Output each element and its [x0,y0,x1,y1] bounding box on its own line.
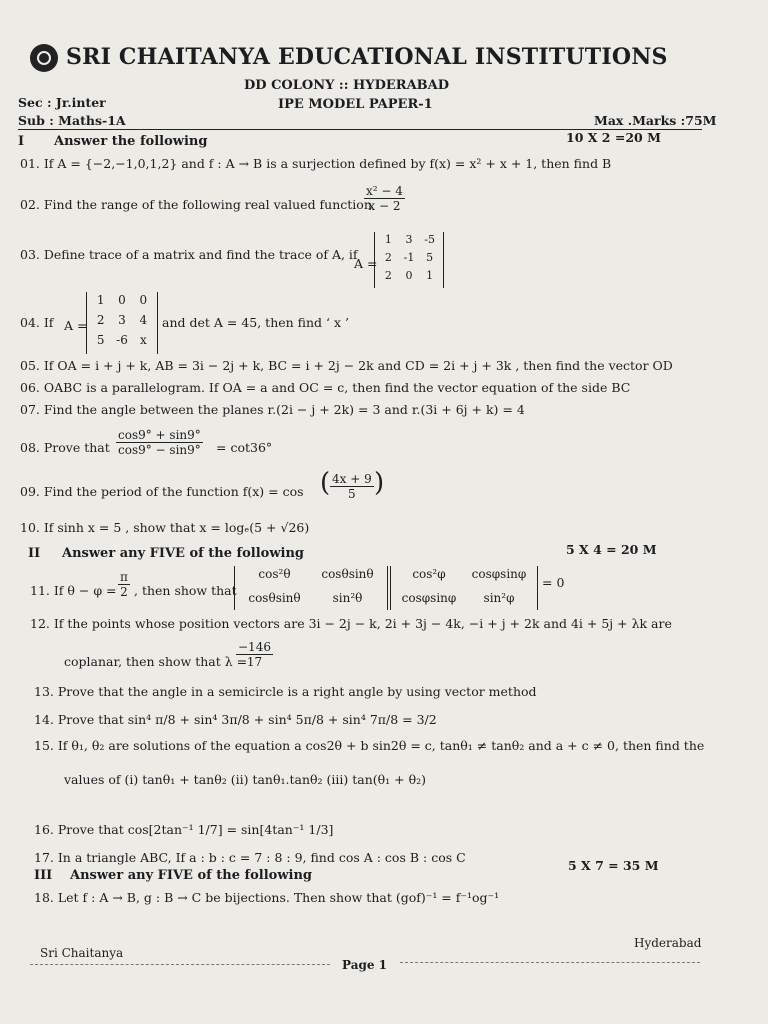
q03-matrix-label: A = [354,256,378,271]
question-10: 10. If sinh x = 5 , show that x = logₑ(5 + √26) [20,520,310,535]
question-18: 18. Let f : A → B, g : B → C be bijections. Then show that (gof)⁻¹ = f⁻¹og⁻¹ [34,890,500,905]
q09-denominator: 5 [348,487,356,502]
q03-matrix-cell: 1 [384,233,392,246]
q09-fraction [330,472,374,502]
q11-denominator: 2 [120,585,128,600]
q12-numerator: −146 [238,640,271,654]
institution-logo-icon [30,44,58,72]
section-label: Sec : Jr.inter [18,95,106,110]
question-17: 17. In a triangle ABC, If a : b : c = 7 : 8 : 9, find cos A : cos B : cos C [34,850,466,865]
question-08-tail: = cot36° [216,440,273,455]
q04-matrix-cell: 4 [139,313,148,327]
section-3-title: Answer any FIVE of the following [70,868,313,883]
q12-denominator: 17 [246,655,263,670]
section-2-marks: 5 X 4 = 20 M [566,542,657,557]
q11-matrix-2-cell: cos²φ [412,567,446,581]
paper-title: IPE MODEL PAPER-1 [278,97,433,112]
q04-matrix-cell: 0 [118,293,126,307]
question-02: 02. Find the range of the following real valued function [20,197,372,212]
footer-divider-left [30,964,330,965]
question-11-tail: , then show that [134,583,237,598]
q03-matrix [374,232,444,288]
q04-matrix-cell: 2 [96,313,105,327]
question-04: 04. If [20,315,54,330]
question-15-b: values of (i) tanθ₁ + tanθ₂ (ii) tanθ₁.tanθ₂ (iii) tan(θ₁ + θ₂) [64,772,427,787]
q08-denominator: cos9° − sin9° [118,443,201,458]
q12-fraction [236,640,273,670]
q11-matrix-1-cell: sin²θ [332,591,363,605]
question-13: 13. Prove that the angle in a semicircle is a right angle by using vector method [34,684,537,699]
q02-denominator: x − 2 [368,199,401,214]
section-2-title: Answer any FIVE of the following [62,546,305,561]
q11-matrix-1-cell: cos²θ [258,567,291,581]
q03-matrix-cell: 1 [426,269,434,282]
q03-matrix-cell: 2 [384,269,392,282]
q03-matrix-cell: -1 [403,251,415,264]
question-16: 16. Prove that cos[2tan⁻¹ 1/7] = sin[4tan⁻¹ 1/3] [34,822,334,837]
section-3-marks: 5 X 7 = 35 M [568,858,659,873]
question-12-b: coplanar, then show that λ = [64,654,248,669]
question-06: 06. OABC is a parallelogram. If OA = a and OC = c, then find the vector equation of the side BC [20,380,631,395]
footer-divider-right [400,962,700,963]
question-01: 01. If A = {−2,−1,0,1,2} and f : A → B is a surjection defined by f(x) = x² + x + 1, then find B [20,156,612,171]
q02-numerator: x² − 4 [366,184,403,198]
question-11: 11. If θ − φ = [30,583,117,598]
q11-matrix-2-cell: sin²φ [483,591,515,605]
q11-matrix-2-cell: cosφsinφ [471,567,527,581]
q11-fraction [118,570,130,600]
footer-right: Hyderabad [634,936,702,950]
institution-name: SRI CHAITANYA EDUCATIONAL INSTITUTIONS [66,44,668,70]
footer-left: Sri Chaitanya [40,946,124,960]
q04-matrix [86,292,158,354]
section-1-title: Answer the following [54,134,208,149]
q03-matrix-cell: 0 [405,269,413,282]
question-09: 09. Find the period of the function f(x) = cos [20,484,304,499]
q03-matrix-cell: 5 [426,251,434,264]
q04-matrix-cell: 5 [96,333,105,347]
q11-matrix-1-cell: cosθsinθ [321,567,374,581]
q04-matrix-cell: -6 [116,333,128,347]
q09-close-paren: ) [374,468,385,498]
q11-matrix-2-cell: cosφsinφ [401,591,457,605]
q11-matrix-2 [390,566,538,610]
section-1-number: I [18,134,25,149]
question-07: 07. Find the angle between the planes r.(2i − j + 2k) = 3 and r.(3i + 6j + k) = 4 [20,402,525,417]
q03-matrix-cell: 3 [405,233,413,246]
question-15: 15. If θ₁, θ₂ are solutions of the equation a cos2θ + b sin2θ = c, tanθ₁ ≠ tanθ₂ and a + c ≠ 0, then find the [34,738,705,753]
section-1-marks: 10 X 2 =20 M [566,130,661,145]
q04-matrix-cell: 1 [96,293,105,307]
question-04-tail: and det A = 45, then find ‘ x ’ [162,315,349,330]
section-3-number: III [34,868,53,883]
q04-matrix-cell: 0 [139,293,148,307]
q11-numerator: π [120,570,128,584]
q09-numerator: 4x + 9 [332,472,372,486]
q11-matrix-1 [234,566,388,610]
question-12: 12. If the points whose position vectors are 3i − 2j − k, 2i + 3j − 4k, −i + j + 2k and 4i + 5j + λk are [30,616,672,631]
q09-open-paren: ( [320,468,331,498]
page-number: Page 1 [342,958,388,972]
question-05: 05. If OA = i + j + k, AB = 3i − 2j + k, BC = i + 2j − 2k and CD = 2i + j + 3k , then find the vector OD [20,358,673,373]
subject-label: Sub : Maths-1A [18,113,126,128]
q03-matrix-cell: 2 [384,251,392,264]
section-2-number: II [28,546,41,561]
q03-matrix-cell: -5 [424,233,436,246]
q04-matrix-cell: 3 [118,313,126,327]
q08-fraction [116,428,203,458]
q11-matrix-1-cell: cosθsinθ [248,591,301,605]
q08-numerator: cos9° + sin9° [118,428,201,442]
question-14: 14. Prove that sin⁴ π/8 + sin⁴ 3π/8 + sin⁴ 5π/8 + sin⁴ 7π/8 = 3/2 [34,712,437,727]
campus-name: DD COLONY :: HYDERABAD [244,78,450,93]
q04-matrix-cell: x [139,333,147,347]
question-08: 08. Prove that [20,440,110,455]
q04-matrix-label: A = [64,318,88,333]
question-03: 03. Define trace of a matrix and find the trace of A, if [20,247,358,262]
max-marks: Max .Marks :75M [594,113,717,128]
q02-fraction [364,184,405,214]
question-11-end: = 0 [542,575,565,590]
